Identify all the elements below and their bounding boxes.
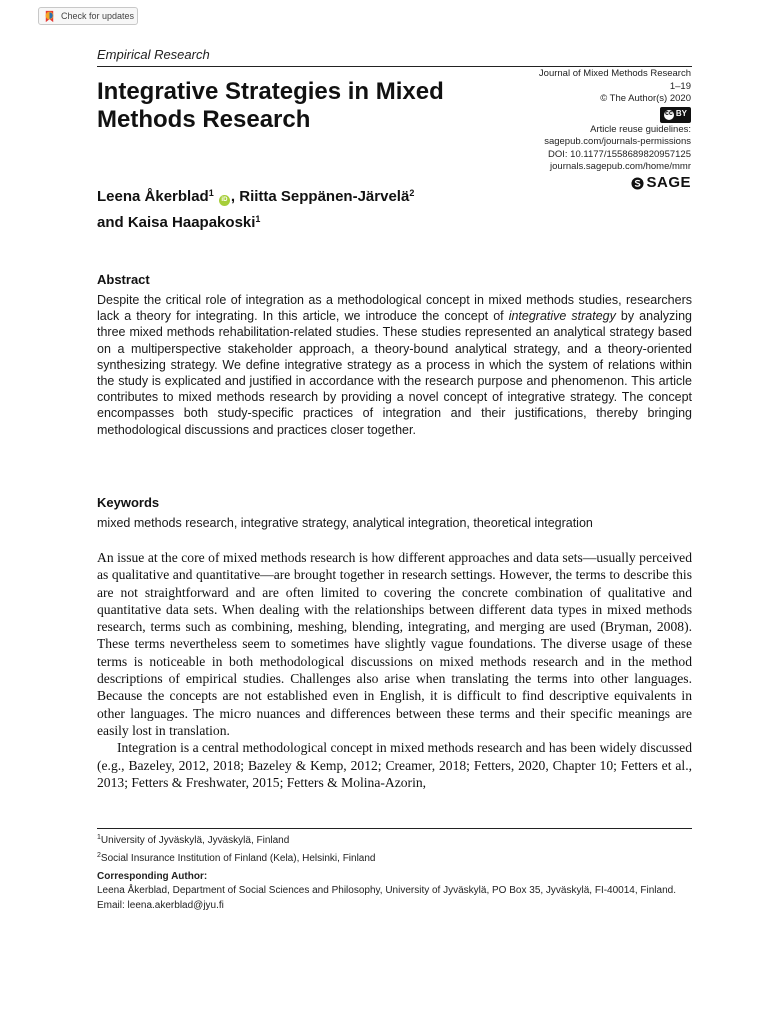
page-range: 1–19 [669, 80, 691, 92]
body-paragraph: Integration is a central methodological concept in mixed methods research and has been widely discussed (e.g., Bazeley, 2012, 2018; Bazeley & Kemp, 2012; Creamer, 2018; Fetters, 2020, Chapter 10; Fetters et al., 2013; Fetters & Freshwater, 2015; Fetters & Molina-Azorin, [97, 740, 692, 790]
reuse-guidelines-link[interactable]: sagepub.com/journals-permissions [544, 136, 691, 147]
cc-license-icon: cc BY [660, 107, 691, 123]
abstract-part-2: by analyzing three mixed methods rehabilitation-related studies. These studies represented an analytical strategy based on a multiperspective stakeholder approach, a theory-bound analytical strategy, and a theory-oriented synthesizing strategy. We define integrative strategy as a process in which the system of relations within the study is explicated and justified in accordance with the research purpose and phenomenon. This article contributes to mixed methods research by providing a novel concept of integrative strategy. The concept encompasses both study-specific practices of integration and their justifications, thereby bringing methodological discussions and practices closer together. [97, 309, 692, 437]
reuse-guidelines-label: Article reuse guidelines: [590, 123, 691, 135]
abstract-part-1: Despite the critical role of integration as a methodological concept in mixed methods studies, researchers lack a theory for integrating. In this article, we introduce the concept of [97, 293, 692, 324]
affiliation-marker: 1 [97, 834, 101, 841]
sage-logo [631, 173, 691, 191]
doi[interactable]: DOI: 10.1177/1558689820957125 [548, 148, 691, 160]
keywords-list: mixed methods research, integrative strategy, analytical integration, theoretical integration [97, 516, 593, 530]
check-for-updates-button[interactable] [38, 7, 138, 25]
affiliation-marker: 2 [97, 851, 101, 859]
cc-license-label: BY [675, 109, 687, 119]
sage-emblem-icon [631, 177, 644, 190]
corresponding-author-address: Leena Åkerblad, Department of Social Sciences and Philosophy, University of Jyväskylä, PO Box 35, Jyväskylä, FI-40014, Finland. [97, 885, 676, 897]
article-body [97, 549, 692, 791]
corresponding-author-email[interactable]: Email: leena.akerblad@jyu.fi [97, 899, 224, 911]
affiliation: University of Jyväskylä, Jyväskylä, Finland [100, 835, 290, 846]
body-paragraph: An issue at the core of mixed methods research is how different approaches and data sets—usually perceived as qualitative and quantitative—are brought together in research settings. However, the terms to describe this are not straightforward and are often limited to covering the concrete combination of qualitative and quantitative data sets. When dealing with the relationships between different data types in mixed methods research, terms such as combining, meshing, blending, integrating, and merging are used (Bryman, 2008). These terms nevertheless seem to sometimes have slightly vague foundations. The diverse usage of these terms is noticeable in both methodological discussions on mixed methods research and in the method descriptions of empirical studies. Challenges also arise when translating the terms into other languages. Because the concepts are not established even in English, it is difficult to find descriptive equivalents in other languages. The micro nuances and differences between these terms and their specific meanings are easily lost in translation. [97, 550, 692, 738]
crossmark-icon [43, 10, 56, 23]
journal-name: Journal of Mixed Methods Research [538, 68, 691, 79]
corresponding-author-heading: Corresponding Author: [97, 871, 208, 882]
journal-homepage-link[interactable]: journals.sagepub.com/home/mmr [550, 161, 691, 172]
copyright: © The Author(s) 2020 [600, 93, 691, 104]
orcid-icon[interactable]: iD [219, 195, 230, 206]
journal-info [461, 68, 691, 194]
abstract-text [97, 292, 692, 438]
author-affiliation-marker: 1 [208, 188, 214, 198]
check-for-updates-label: Check for updates [61, 11, 135, 21]
author-separator: , [230, 188, 240, 205]
author-name: Kaisa Haapakoski [127, 214, 256, 231]
author-list [97, 182, 597, 234]
author-name: Leena Åkerblad [97, 188, 209, 205]
keywords-heading: Keywords [97, 495, 160, 510]
header-rule [97, 66, 692, 67]
publisher-name: SAGE [646, 173, 691, 191]
author-affiliation-marker: 2 [409, 188, 415, 198]
author-affiliation-marker: 1 [255, 214, 261, 224]
section-label: Empirical Research [97, 47, 210, 62]
article-title: Integrative Strategies in Mixed Methods Research [97, 78, 444, 133]
footnote-rule [97, 828, 692, 829]
author-name: Riitta Seppänen-Järvelä [239, 188, 410, 205]
abstract-heading: Abstract [97, 272, 150, 287]
corresponding-author [97, 870, 697, 913]
abstract-key-term: integrative strategy [508, 309, 616, 324]
author-conjunction: and [97, 214, 128, 231]
affiliations [97, 831, 376, 866]
affiliation: Social Insurance Institution of Finland (Kela), Helsinki, Finland [100, 852, 376, 864]
